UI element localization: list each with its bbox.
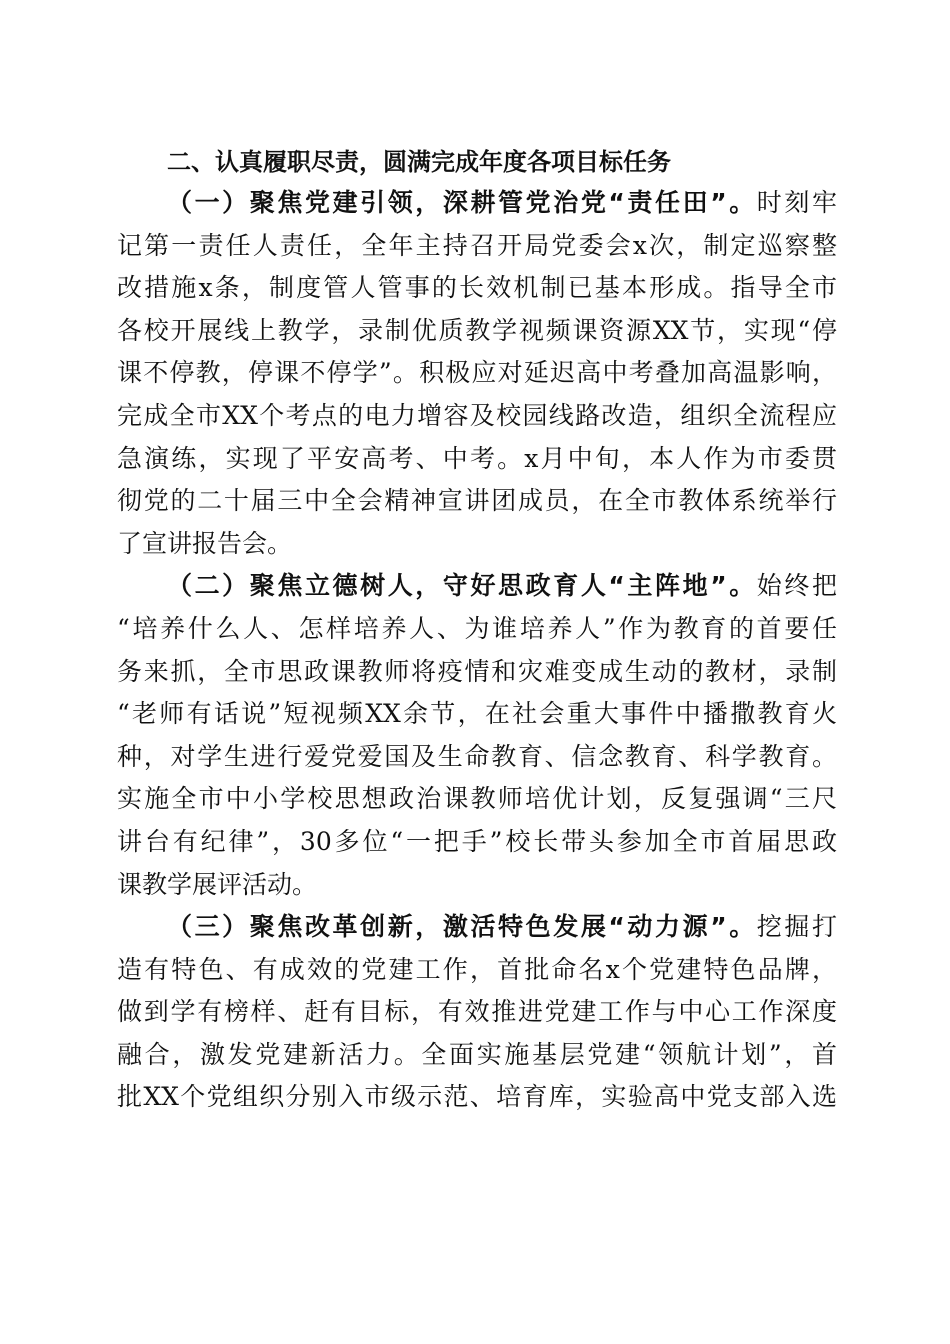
paragraph-line: 完成全市XX个考点的电力增容及校园线路改造，组织全流程应	[117, 400, 837, 430]
paragraph-line: 了宣讲报告会。	[117, 528, 293, 558]
paragraph-line: 种，对学生进行爱党爱国及生命教育、信念教育、科学教育。	[117, 741, 837, 771]
paragraph-subheading: （一）聚焦党建引领，深耕管党治党“责任田”。	[167, 188, 757, 217]
paragraph-line: 记第一责任人责任，全年主持召开局党委会x次，制定巡察整	[117, 230, 837, 260]
paragraph-line: 课教学展评活动。	[117, 869, 318, 899]
paragraph-line: 各校开展线上教学，录制优质教学视频课资源XX节，实现“停	[117, 315, 837, 345]
paragraph-line: 讲台有纪律”，30多位“一把手”校长带头参加全市首届思政	[117, 826, 837, 856]
paragraph-line	[117, 565, 837, 608]
paragraph-line: “老师有话说”短视频XX余节，在社会重大事件中播撒教育火	[117, 699, 837, 729]
paragraph-text: 挖掘打	[756, 912, 837, 942]
paragraph-line: “培养什么人、怎样培养人、为谁培养人”作为教育的首要任	[117, 613, 837, 643]
paragraph-line: 做到学有榜样、赶有目标，有效推进党建工作与中心工作深度	[117, 997, 837, 1027]
paragraph-line: 造有特色、有成效的党建工作，首批命名x个党建特色品牌，	[117, 954, 837, 984]
paragraph-line: 改措施x条，制度管人管事的长效机制已基本形成。指导全市	[117, 273, 837, 303]
paragraph-3	[117, 906, 837, 1119]
paragraph-line	[117, 182, 837, 225]
paragraph-subheading: （二）聚焦立德树人，守好思政育人“主阵地”。	[167, 571, 757, 601]
paragraph-1	[117, 182, 837, 565]
paragraph-2	[117, 565, 837, 906]
paragraph-line	[117, 906, 837, 949]
paragraph-line: 急演练，实现了平安高考、中考。x月中旬，本人作为市委贯	[117, 443, 837, 473]
document-body	[117, 142, 837, 1119]
section-heading: 二、认真履职尽责，圆满完成年度各项目标任务	[167, 148, 671, 176]
paragraph-line: 彻党的二十届三中全会精神宣讲团成员，在全市教体系统举行	[117, 486, 837, 516]
paragraph-line: 实施全市中小学校思想政治课教师培优计划，反复强调“三尺	[117, 784, 837, 814]
paragraph-line: 课不停教，停课不停学”。积极应对延迟高中考叠加高温影响，	[117, 358, 837, 388]
paragraph-subheading: （三）聚焦改革创新，激活特色发展“动力源”。	[167, 912, 757, 942]
paragraph-text: 始终把	[756, 571, 837, 601]
paragraph-line: 融合，激发党建新活力。全面实施基层党建“领航计划”，首	[117, 1039, 837, 1069]
paragraph-text: 时刻牢	[756, 188, 837, 217]
paragraph-line: 务来抓，全市思政课教师将疫情和灾难变成生动的教材，录制	[117, 656, 837, 686]
paragraph-line: 批XX个党组织分别入市级示范、培育库，实验高中党支部入选	[117, 1082, 837, 1112]
